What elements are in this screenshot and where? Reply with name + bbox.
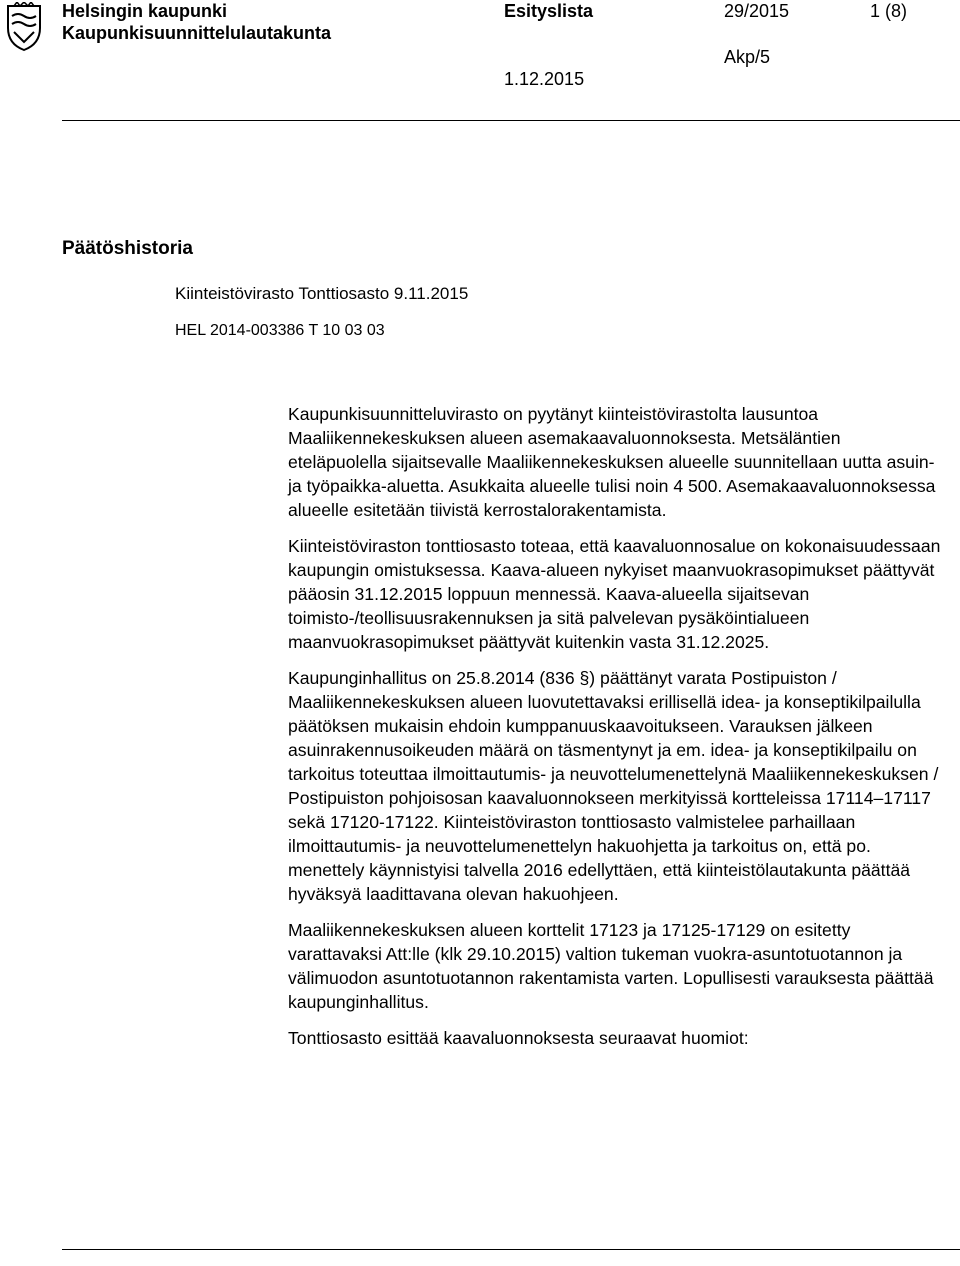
meeting-date: 1.12.2015 <box>504 69 585 89</box>
footer-divider <box>62 1249 960 1250</box>
item-code: Akp/5 <box>724 47 771 67</box>
page-number: 1 (8) <box>870 1 908 21</box>
board-name: Kaupunkisuunnittelulautakunta <box>62 23 332 43</box>
paragraph: Tonttiosasto esittää kaavaluonnoksesta seuraavat huomiot: <box>288 1028 749 1048</box>
statement-body <box>288 402 943 1062</box>
city-name: Helsingin kaupunki <box>62 1 228 21</box>
document-type: Esityslista <box>504 1 594 21</box>
paragraph: Kaupunkisuunnitteluvirasto on pyytänyt kiinteistövirastolta lausuntoa Maaliikennekeskuksen alueen asemakaavaluonnoksesta. Metsäläntien eteläpuolella sijaitsevalle Maaliikennekeskuksen alueelle suunnitellaan uutta asuin- ja työpaikka-aluetta. Asukkaita alueelle tulisi noin 4 500. Asemakaavaluonnoksessa alueelle esitetään tiivistä kerrostalorakentamista. <box>288 404 936 520</box>
paragraph: Kaupunginhallitus on 25.8.2014 (836 §) päättänyt varata Postipuiston / Maaliikennekeskuksen alueen luovutettavaksi erillisellä idea- ja konseptikilpailulla päätöksen mukaisin ehdoin kumppanuuskaavoitukseen. Varauksen jälkeen asuinrakennusoikeuden määrä on täsmentynyt ja em. idea- ja konseptikilpailu on tarkoitus toteuttaa ilmoittautumis- ja neuvottelumenettelynä Maaliikennekeskuksen / Postipuiston pohjoisosan kaavaluonnokseen merkityissä kortteleissa 17114–17117 sekä 17120-17122. Kiinteistöviraston tonttiosasto valmistelee parhaillaan ilmoittautumis- ja neuvottelumenettelyn hakuohjetta ja tarkoitus on, että po. menettely käynnistyisi talvella 2016 edellyttäen, että kiinteistölautakunta päättää hyväksyä laadittavana olevan hakuohjeen. <box>288 668 939 904</box>
source-line: Kiinteistövirasto Tonttiosasto 9.11.2015 <box>175 284 469 303</box>
section-heading: Päätöshistoria <box>62 238 193 259</box>
header-divider <box>62 120 960 121</box>
document-number: 29/2015 <box>724 1 790 21</box>
paragraph: Maaliikennekeskuksen alueen korttelit 17123 ja 17125-17129 on esitetty varattavaksi Att:lle (klk 29.10.2015) valtion tukeman vuokra-asuntotuotannon ja välimuodon asuntotuotannon rakentamista varten. Lopullisesti varauksesta päättää kaupunginhallitus. <box>288 920 934 1012</box>
reference-number: HEL 2014-003386 T 10 03 03 <box>175 322 385 339</box>
helsinki-crest-icon <box>4 2 44 52</box>
paragraph: Kiinteistöviraston tonttiosasto toteaa, että kaavaluonnosalue on kokonaisuudessaan kaupungin omistuksessa. Kaava-alueen nykyiset maanvuokrasopimukset päättyvät pääosin 31.12.2015 loppuun mennessä. Kaava-alueella sijaitsevan toimisto-/teollisuusrakennuksen ja sitä palvelevan pysäköintialueen maanvuokrasopimukset päättyvät kuitenkin vasta 31.12.2025. <box>288 536 941 652</box>
